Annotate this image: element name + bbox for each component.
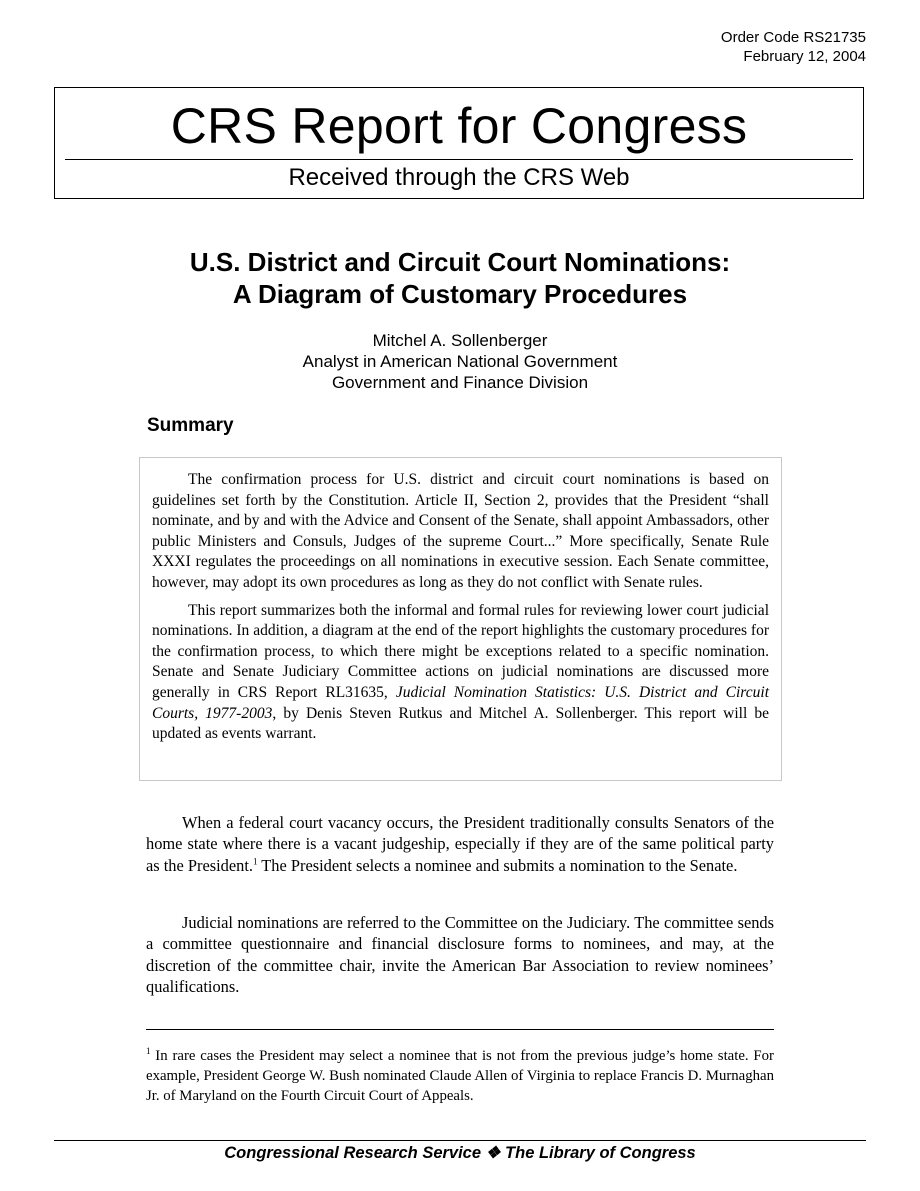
footer-separator-icon: ❖ (485, 1144, 501, 1162)
author-block (0, 330, 920, 393)
summary-heading: Summary (147, 415, 234, 436)
report-title (0, 246, 920, 310)
footnote-divider (146, 1029, 774, 1030)
order-block (721, 28, 866, 66)
body-paragraph-2: Judicial nominations are referred to the Committee on the Judiciary. The committee sends a committee questionnaire and financial disclosure forms to nominees, and may, at the discretion of the committee chair, invite the American Bar Association to review nominees’ qualifications. (146, 913, 774, 996)
summary-box (139, 457, 782, 781)
order-code: Order Code RS21735 (720, 29, 866, 46)
report-title-line1: U.S. District and Circuit Court Nominations: (189, 247, 731, 277)
author-name: Mitchel A. Sollenberger (372, 331, 548, 350)
footer-crs: Congressional Research Service (224, 1144, 482, 1162)
order-date: February 12, 2004 (743, 48, 866, 65)
author-division: Government and Finance Division (331, 373, 589, 392)
banner-subtitle: Received through the CRS Web (288, 164, 630, 191)
page-footer (0, 1143, 920, 1163)
summary-paragraph-2-text: This report summarizes both the informal and formal rules for reviewing lower court judicial nominations. In addition, a diagram at the end of the report highlights the customary procedures for the confirmation process, to which there might be exceptions related to a specific nomination. Senate and Senate Judiciary Committee actions on judicial nominations are discussed more generally in CRS Report RL31635, (152, 601, 769, 701)
banner-title: CRS Report for Congress (170, 98, 748, 154)
summary-paragraph-2-tail: , by Denis Steven Rutkus and Mitchel A. Sollenberger. This report will be updated as events warrant. (152, 704, 770, 743)
body-paragraph-1-text: When a federal court vacancy occurs, the President traditionally consults Senators of the home state where there is a vacant judgeship, especially if they are of the same political party as the President. (146, 813, 774, 875)
footer-divider (54, 1140, 866, 1141)
body-paragraph-1 (146, 812, 774, 876)
author-position: Analyst in American National Government (302, 352, 618, 371)
footnote-marker: 1 (146, 1046, 151, 1057)
report-banner (54, 87, 864, 199)
footnote-reference[interactable]: 1 (252, 856, 258, 867)
footer-loc: The Library of Congress (505, 1144, 696, 1162)
footnote-text: In rare cases the President may select a nominee that is not from the previous judge’s home state. For example, President George W. Bush nominated Claude Allen of Virginia to replace Francis D. Murnaghan Jr. of Maryland on the Fourth Circuit Court of Appeals. (146, 1048, 774, 1104)
summary-paragraph-2 (152, 601, 769, 745)
report-title-line2: A Diagram of Customary Procedures (232, 279, 688, 309)
cited-report-title: Judicial Nomination Statistics: U.S. District and Circuit Courts, 1977-2003 (152, 683, 769, 722)
banner-divider (65, 159, 853, 160)
footnote (146, 1046, 774, 1106)
summary-paragraph-1: The confirmation process for U.S. district and circuit court nominations is based on guidelines set forth by the Constitution. Article II, Section 2, provides that the President “shall nominate, and by and with the Advice and Consent of the Senate, shall appoint Ambassadors, other public Ministers and Consuls, Judges of the supreme Court...” More specifically, Senate Rule XXXI regulates the proceedings on all nominations in executive session. Each Senate committee, however, may adopt its own procedures as long as they do not conflict with Senate rules. (152, 471, 769, 591)
body-paragraph-1-tail: The President selects a nominee and submits a nomination to the Senate. (257, 855, 738, 875)
